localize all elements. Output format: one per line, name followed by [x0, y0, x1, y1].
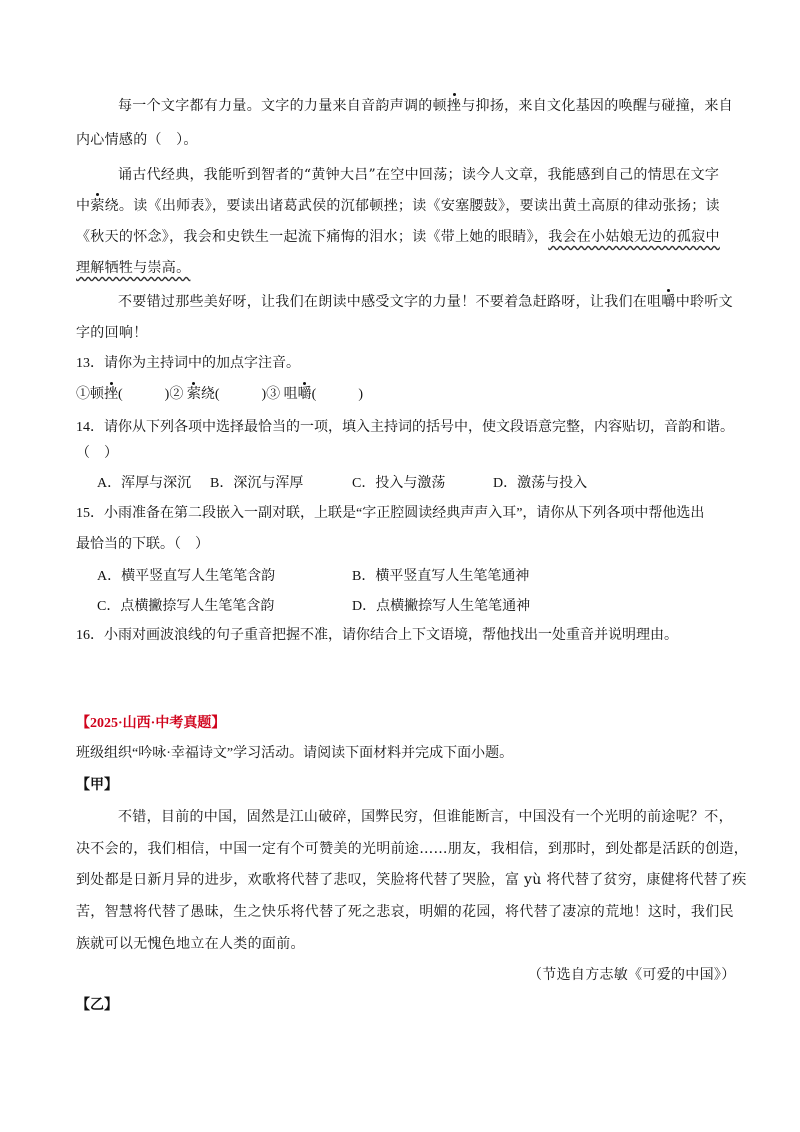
- text-span: 与抑扬，来自文化基因的唤醒与碰撞，来自: [461, 98, 733, 114]
- option-c[interactable]: [352, 474, 445, 494]
- dotted-char: 萦: [90, 198, 105, 214]
- text-span: 《秋天的怀念》，我会和史铁生一起流下痛悔的泪水；读《带上她的眼睛》，: [76, 229, 549, 245]
- material-line: [76, 870, 747, 890]
- text-span: ①顿: [76, 387, 104, 402]
- dotted-char: 挫: [446, 98, 462, 114]
- option-label: B．横平竖直写人生笔笔通神: [352, 569, 530, 584]
- wavy-underlined-text: 理解牺牲与崇高。: [76, 260, 191, 276]
- question-14-stem: [76, 418, 734, 438]
- text-span: 每一个文字都有力量。文字的力量来自音韵声调的顿: [118, 98, 447, 114]
- option-label: C．点横撇捺写人生笔笔含韵: [97, 599, 275, 614]
- question-13-stem: [76, 354, 300, 374]
- option-b[interactable]: [352, 567, 529, 587]
- passage-line: [76, 258, 190, 278]
- option-b[interactable]: [210, 474, 303, 494]
- text-span: 【甲】: [76, 778, 118, 793]
- question-13-answers: [76, 385, 363, 405]
- material-heading-yi: [76, 996, 118, 1016]
- text-span: 决不会的，我们相信，中国一定有个可赞美的光明前途……朋友，我相信，到那时，到处都是活跃的创造，: [76, 841, 749, 857]
- option-c[interactable]: [97, 597, 274, 617]
- text-span: 14．请你从下列各项中选择最恰当的一项，填入主持词的括号中，使文段语意完整，内容贴切，音韵和谐。: [76, 420, 734, 435]
- text-span: 族就可以无愧色地立在人类的面前。: [76, 936, 305, 952]
- material-line: [76, 839, 748, 859]
- option-label: A．横平竖直写人生笔笔含韵: [97, 569, 276, 584]
- text-span: ③ 咀: [266, 387, 298, 402]
- material-heading-jia: [76, 776, 118, 796]
- passage-line: [76, 130, 198, 150]
- source-tag: [76, 714, 225, 734]
- passage-line: [76, 323, 148, 343]
- text-span: 中: [76, 198, 91, 214]
- dotted-char: 萦: [187, 385, 201, 405]
- text-span: 字的回响！: [76, 325, 148, 341]
- option-d[interactable]: [352, 597, 530, 617]
- wavy-underlined-text: 我会在小姑娘无边的孤寂中: [548, 229, 720, 245]
- question-16-stem: [76, 626, 678, 646]
- option-a[interactable]: [97, 567, 275, 587]
- option-d[interactable]: [493, 474, 587, 494]
- option-label: C．投入与激荡: [352, 476, 446, 491]
- text-span: 【2025·山西·中考真题】: [76, 716, 226, 731]
- text-span: 不要错过那些美好呀，让我们在朗读中感受文字的力量！不要着急赶路呀，让我们在咀: [118, 294, 662, 310]
- material-line: [76, 902, 734, 922]
- dotted-char: 嚼: [298, 385, 312, 405]
- dotted-char: 挫: [104, 385, 118, 405]
- passage-line: [76, 227, 720, 247]
- material-line: [118, 807, 733, 827]
- source-citation: [528, 965, 736, 985]
- passage-line: [118, 96, 733, 116]
- text-span: 【乙】: [76, 998, 118, 1013]
- passage-line: [118, 292, 733, 312]
- text-span: 不错，目前的中国，固然是江山破碎，国弊民穷，但谁能断言，中国没有一个光明的前途呢？不，: [118, 809, 733, 825]
- text-span: 中聆听文: [675, 294, 733, 310]
- text-span: 最恰当的下联。（ ）: [76, 537, 209, 552]
- dotted-char: 嚼: [661, 294, 676, 310]
- text-span: ②: [169, 387, 187, 402]
- passage-line: [118, 165, 719, 185]
- option-label: D．激荡与投入: [493, 476, 588, 491]
- option-label: A．浑厚与深沉: [97, 476, 192, 491]
- answer-blank[interactable]: ( ): [311, 387, 363, 402]
- answer-blank[interactable]: 绕( ): [200, 387, 267, 402]
- text-span: 到处都是日新月异的进步，欢歌将代替了悲叹，笑脸将代替了哭脸，富 yù 将代替了贫穷，康健将代替了疾: [76, 872, 747, 888]
- question-15-stem: [76, 535, 209, 555]
- passage-line: [76, 196, 720, 216]
- option-label: D．点横撇捺写人生笔笔通神: [352, 599, 531, 614]
- material-line: [76, 934, 305, 954]
- text-span: 绕。读《出师表》，要读出诸葛武侯的沉郁顿挫；读《安塞腰鼓》，要读出黄土高原的律动张扬；读: [104, 198, 720, 214]
- answer-blank[interactable]: （ ）: [76, 446, 118, 461]
- text-span: 13．请你为主持词中的加点字注音。: [76, 356, 300, 371]
- text-span: 苦，智慧将代替了愚昧，生之快乐将代替了死之悲哀，明媚的花园，将代替了凄凉的荒地！这时，我们民: [76, 904, 734, 920]
- option-label: B．深沉与浑厚: [210, 476, 304, 491]
- answer-blank[interactable]: ( ): [118, 387, 170, 402]
- question-14-paren: [76, 444, 118, 464]
- text-span: （节选自方志敏《可爱的中国》）: [528, 967, 736, 983]
- text-span: 15．小雨准备在第二段嵌入一副对联，上联是“字正腔圆读经典声声入耳”，请你从下列各项中帮他选出: [76, 506, 705, 521]
- text-span: 班级组织“吟咏·幸福诗文”学习活动。请阅读下面材料并完成下面小题。: [76, 746, 514, 761]
- question-15-stem: [76, 504, 704, 524]
- text-span: 内心情感的（ ）。: [76, 132, 198, 148]
- text-span: 诵古代经典，我能听到智者的“黄钟大吕”在空中回荡；读今人文章，我能感到自己的情思在文字: [118, 167, 720, 183]
- section-intro: [76, 744, 513, 764]
- text-span: 16．小雨对画波浪线的句子重音把握不准，请你结合上下文语境，帮他找出一处重音并说明理由。: [76, 628, 678, 643]
- option-a[interactable]: [97, 474, 191, 494]
